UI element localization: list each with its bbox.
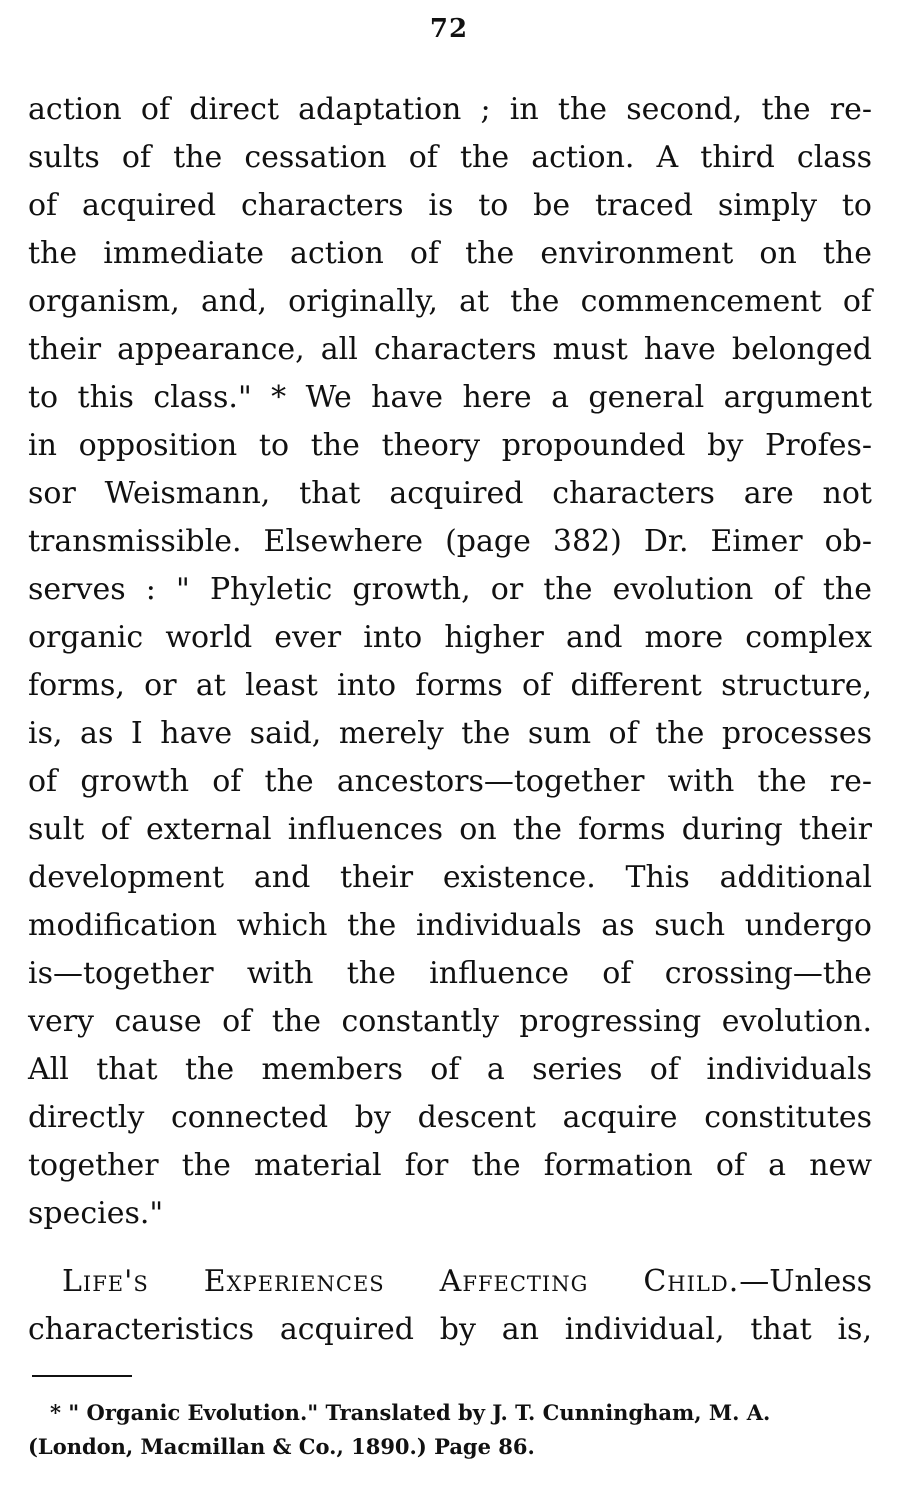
- footnote-divider: [32, 1375, 132, 1377]
- text-line: very cause of the constantly progressing evolution.: [28, 1004, 872, 1039]
- section-heading: Life's Experiences Affecting Child.: [62, 1264, 740, 1299]
- footnote-line: * " Organic Evolution." Translated by J. T. Cunningham, M. A.: [50, 1400, 771, 1425]
- text-line: forms, or at least into forms of different structure,: [28, 668, 872, 703]
- text-line: sult of external influences on the forms during their: [28, 812, 872, 847]
- text-line: organism, and, originally, at the commencement of: [28, 284, 872, 319]
- text-line: modification which the individuals as such undergo: [28, 908, 872, 943]
- section-second-line: characteristics acquired by an individual, that is,: [28, 1312, 872, 1347]
- text-line: of growth of the ancestors—together with the re-: [28, 764, 872, 799]
- text-line: the immediate action of the environment on the: [28, 236, 872, 271]
- text-line: action of direct adaptation ; in the second, the re-: [28, 92, 872, 127]
- text-line: together the material for the formation of a new: [28, 1148, 872, 1183]
- text-line: to this class." * We have here a general argument: [28, 380, 872, 415]
- footnote: [28, 1396, 872, 1464]
- text-line: directly connected by descent acquire constitutes: [28, 1100, 872, 1135]
- text-line: of acquired characters is to be traced simply to: [28, 188, 872, 223]
- text-line: sults of the cessation of the action. A third class: [28, 140, 872, 175]
- main-paragraph: [28, 86, 872, 1238]
- text-line: is—together with the influence of crossing—the: [28, 956, 872, 991]
- section-paragraph: [28, 1258, 872, 1354]
- text-line: development and their existence. This additional: [28, 860, 872, 895]
- text-line: their appearance, all characters must have belonged: [28, 332, 872, 367]
- text-line: is, as I have said, merely the sum of the processes: [28, 716, 872, 751]
- text-line: All that the members of a series of individuals: [28, 1052, 872, 1087]
- text-line: organic world ever into higher and more complex: [28, 620, 872, 655]
- text-line: species.": [28, 1196, 164, 1231]
- section-first-line-text: —Unless: [739, 1264, 872, 1299]
- text-line: serves : " Phyletic growth, or the evolution of the: [28, 572, 872, 607]
- section-first-line: [28, 1258, 872, 1306]
- text-line: sor Weismann, that acquired characters are not: [28, 476, 872, 511]
- text-line: in opposition to the theory propounded by Profes-: [28, 428, 872, 463]
- footnote-line: (London, Macmillan & Co., 1890.) Page 86.: [28, 1434, 535, 1459]
- page-number: 72: [429, 14, 469, 44]
- text-line: transmissible. Elsewhere (page 382) Dr. Eimer ob-: [28, 524, 872, 559]
